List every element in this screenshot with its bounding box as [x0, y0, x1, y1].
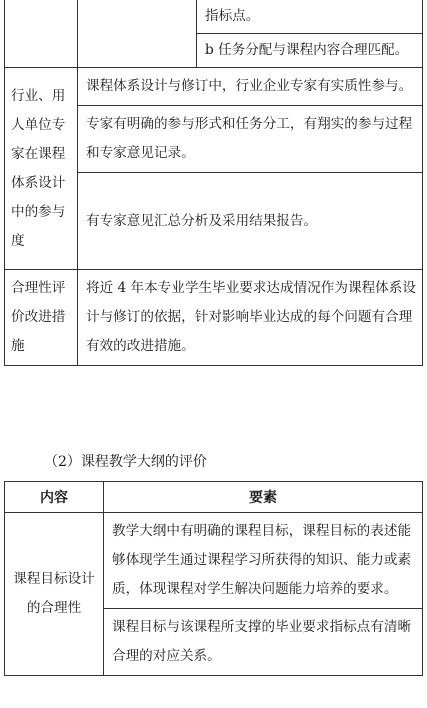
row-label-objective-design: 课程目标设计的合理性 [5, 513, 104, 676]
header-elements: 要素 [104, 482, 423, 513]
element-cell: 教学大纲中有明确的课程目标，课程目标的表述能够体现学生通过课程学习所获得的知识、能力或素质，体现课程对学生解决问题能力培养的要求。 [104, 513, 423, 609]
element-cell: 将近 4 年本专业学生毕业要求达成情况作为课程体系设计与修订的依据，针对影响毕业达成的每个问题有合理有效的改进措施。 [78, 270, 423, 366]
element-cell: 专家有明确的参与形式和任务分工，有翔实的参与过程和专家意见记录。 [78, 106, 423, 173]
row-label-expert-participation: 行业、用人单位专家在课程体系设计中的参与度 [5, 68, 78, 270]
syllabus-evaluation-table [4, 481, 423, 676]
table-row [5, 68, 423, 106]
element-cell: 课程体系设计与修订中，行业企业专家有实质性参与。 [78, 68, 423, 106]
element-cell: 课程目标与该课程所支撑的毕业要求指标点有清晰合理的对应关系。 [104, 609, 423, 676]
header-content: 内容 [5, 482, 104, 513]
table-row [5, 270, 423, 366]
table-row [5, 0, 423, 34]
empty-label-cell [5, 0, 78, 68]
indicator-cell: 指标点。 [197, 0, 423, 34]
empty-middle-cell [78, 0, 197, 68]
header-row [5, 482, 423, 513]
table-row [5, 513, 423, 609]
evaluation-table-continued [4, 0, 423, 366]
section-caption: （2）课程教学大纲的评价 [44, 454, 207, 470]
element-cell: 有专家意见汇总分析及采用结果报告。 [78, 173, 423, 270]
task-allocation-cell: b 任务分配与课程内容合理匹配。 [197, 34, 423, 68]
row-label-improvement: 合理性评价改进措施 [5, 270, 78, 366]
